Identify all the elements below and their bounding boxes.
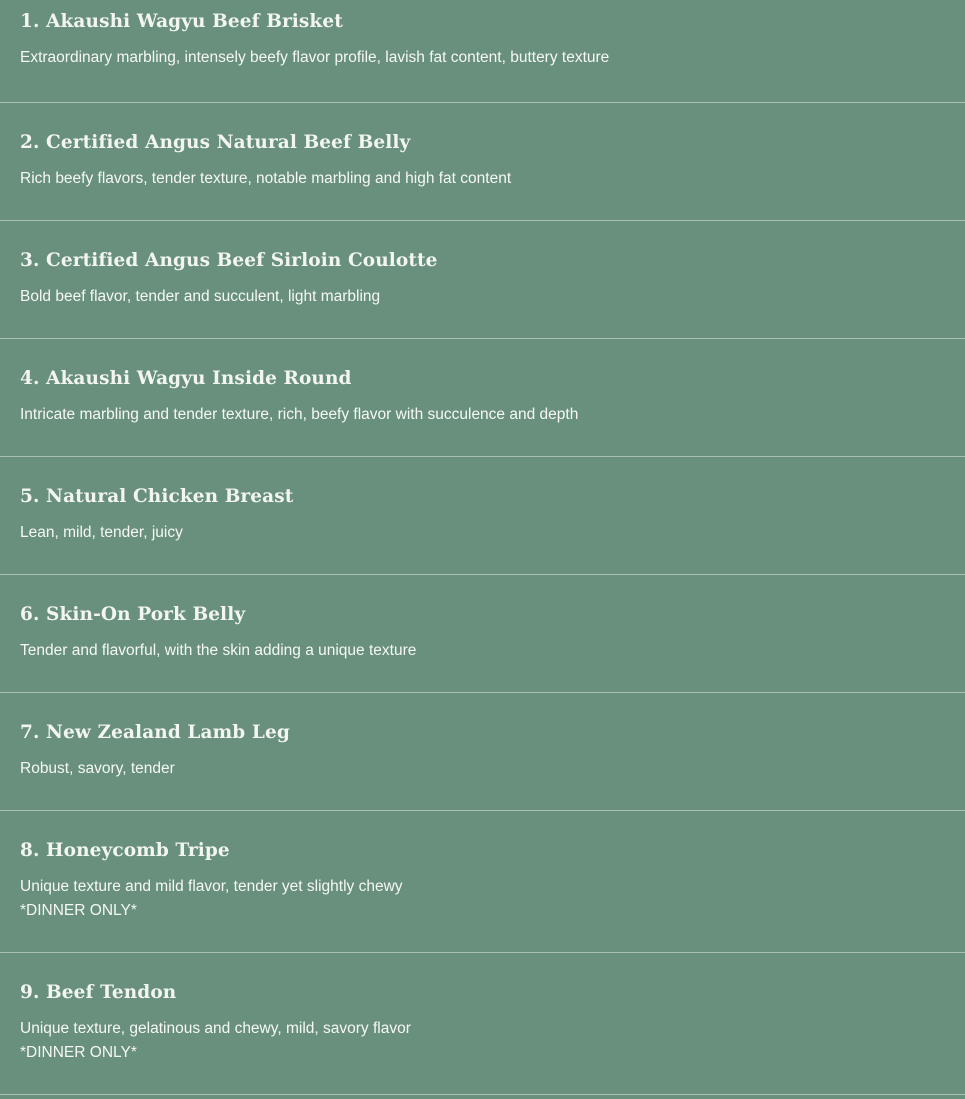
dinner-only-note: *DINNER ONLY*	[20, 902, 137, 919]
menu-item-title: 8. Honeycomb Tripe	[20, 840, 230, 861]
menu-item-description: Unique texture and mild flavor, tender yet slightly chewy	[20, 878, 403, 895]
menu-item-title: 9. Beef Tendon	[20, 982, 177, 1003]
menu-item-title: 2. Certified Angus Natural Beef Belly	[20, 132, 411, 153]
menu-item-description: Unique texture, gelatinous and chewy, mild, savory flavor	[20, 1020, 411, 1037]
menu-item-description: Intricate marbling and tender texture, rich, beefy flavor with succulence and depth	[20, 406, 579, 423]
dinner-only-note: *DINNER ONLY*	[20, 1044, 137, 1061]
menu-item-chicken-breast	[0, 457, 965, 575]
menu-item-sirloin-coulotte	[0, 221, 965, 339]
menu-item-description: Tender and flavorful, with the skin adding a unique texture	[20, 642, 417, 659]
menu-item-description: Bold beef flavor, tender and succulent, light marbling	[20, 288, 381, 305]
menu-item-akaushi-wagyu-beef-brisket	[0, 0, 965, 103]
menu-item-lamb-leg	[0, 693, 965, 811]
menu-item-honeycomb-tripe	[0, 811, 965, 953]
list-end-divider	[0, 1095, 965, 1099]
menu-item-title: 4. Akaushi Wagyu Inside Round	[20, 368, 352, 389]
menu-item-beef-tendon	[0, 953, 965, 1095]
menu-item-title: 3. Certified Angus Beef Sirloin Coulotte	[20, 250, 438, 271]
menu-item-pork-belly	[0, 575, 965, 693]
menu-item-description: Rich beefy flavors, tender texture, notable marbling and high fat content	[20, 170, 512, 187]
menu-item-title: 7. New Zealand Lamb Leg	[20, 722, 290, 743]
menu-item-title: 6. Skin-On Pork Belly	[20, 604, 246, 625]
menu-item-title: 1. Akaushi Wagyu Beef Brisket	[20, 11, 343, 32]
menu-item-title: 5. Natural Chicken Breast	[20, 486, 294, 507]
menu-item-angus-beef-belly	[0, 103, 965, 221]
menu-item-wagyu-inside-round	[0, 339, 965, 457]
menu-item-description: Lean, mild, tender, juicy	[20, 524, 183, 541]
menu-item-description: Extraordinary marbling, intensely beefy flavor profile, lavish fat content, buttery texture	[20, 49, 610, 66]
menu-item-description: Robust, savory, tender	[20, 760, 175, 777]
